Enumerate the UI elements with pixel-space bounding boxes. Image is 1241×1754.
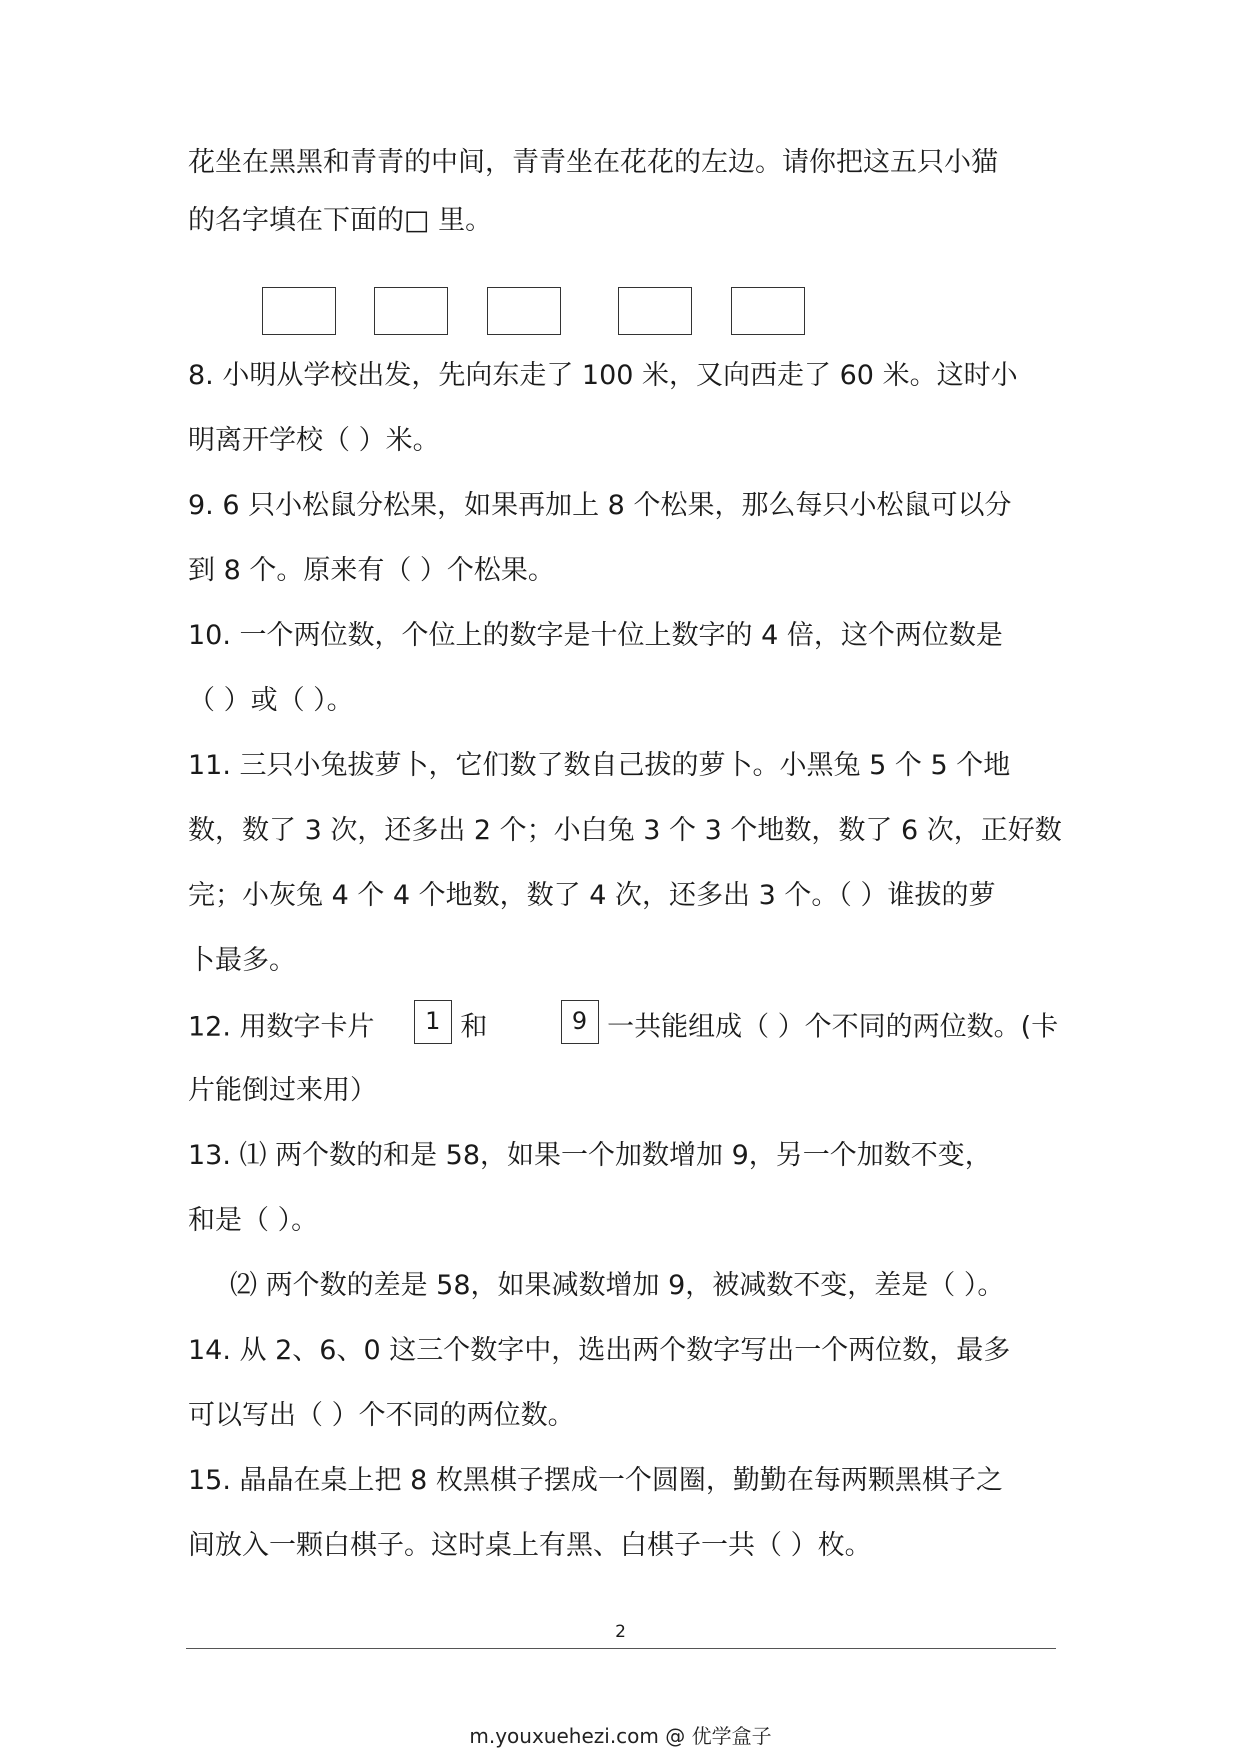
answer-box-1 [262,287,336,335]
question-line: 花坐在黑黑和青青的中间，青青坐在花花的左边。请你把这五只小猫 [188,147,998,178]
page-number: 2 [615,1622,626,1642]
question-11-line-1: 11. 三只小兔拔萝卜，它们数了数自己拔的萝卜。小黑兔 5 个 5 个地 [188,750,1011,781]
question-10-line-1: 10. 一个两位数，个位上的数字是十位上数字的 4 倍，这个两位数是 [188,620,1003,651]
question-line: 的名字填在下面的□ 里。 [188,205,493,236]
question-14-line-2: 可以写出（ ）个不同的两位数。 [188,1400,575,1431]
q12-prefix: 12. 用数字卡片 [188,1011,375,1043]
question-8-line-2: 明离开学校（ ）米。 [188,425,440,456]
question-15-line-1: 15. 晶晶在桌上把 8 枚黑棋子摆成一个圆圈，勤勤在每两颗黑棋子之 [188,1465,1003,1496]
question-11-line-3: 完；小灰兔 4 个 4 个地数，数了 4 次，还多出 3 个。（ ）谁拔的萝 [188,880,996,911]
question-8-line-1: 8. 小明从学校出发，先向东走了 100 米，又向西走了 60 米。这时小 [188,360,1018,391]
answer-box-4 [618,287,692,335]
question-15-line-2: 间放入一颗白棋子。这时桌上有黑、白棋子一共（ ）枚。 [188,1530,872,1561]
question-12-line-1 [188,1006,1058,1050]
q12-suffix: 一共能组成（ ）个不同的两位数。(卡 [607,1011,1059,1043]
question-11-line-4: 卜最多。 [188,945,296,976]
question-10-line-2: （ ）或（ ）。 [188,685,354,716]
q12-mid: 和 [460,1011,488,1043]
question-13-line-3: ⑵ 两个数的差是 58，如果减数增加 9，被减数不变，差是（ ）。 [230,1270,1005,1301]
footer-rule [186,1648,1056,1649]
question-9-line-2: 到 8 个。原来有（ ）个松果。 [188,555,555,586]
question-12-line-2: 片能倒过来用） [188,1075,377,1106]
question-13-line-1: 13. ⑴ 两个数的和是 58，如果一个加数增加 9，另一个加数不变， [188,1140,992,1171]
answer-box-3 [487,287,561,335]
question-14-line-1: 14. 从 2、6、0 这三个数字中，选出两个数字写出一个两位数，最多 [188,1335,1011,1366]
answer-box-5 [731,287,805,335]
answer-box-2 [374,287,448,335]
question-9-line-1: 9. 6 只小松鼠分松果，如果再加上 8 个松果，那么每只小松鼠可以分 [188,490,1012,521]
number-card-9: 9 [561,1000,599,1044]
question-11-line-2: 数，数了 3 次，还多出 2 个；小白兔 3 个 3 个地数，数了 6 次，正好数 [188,815,1062,846]
number-card-1: 1 [414,1000,452,1044]
question-13-line-2: 和是（ ）。 [188,1205,319,1236]
footer-watermark: m.youxuehezi.com @ 优学盒子 [469,1724,772,1748]
